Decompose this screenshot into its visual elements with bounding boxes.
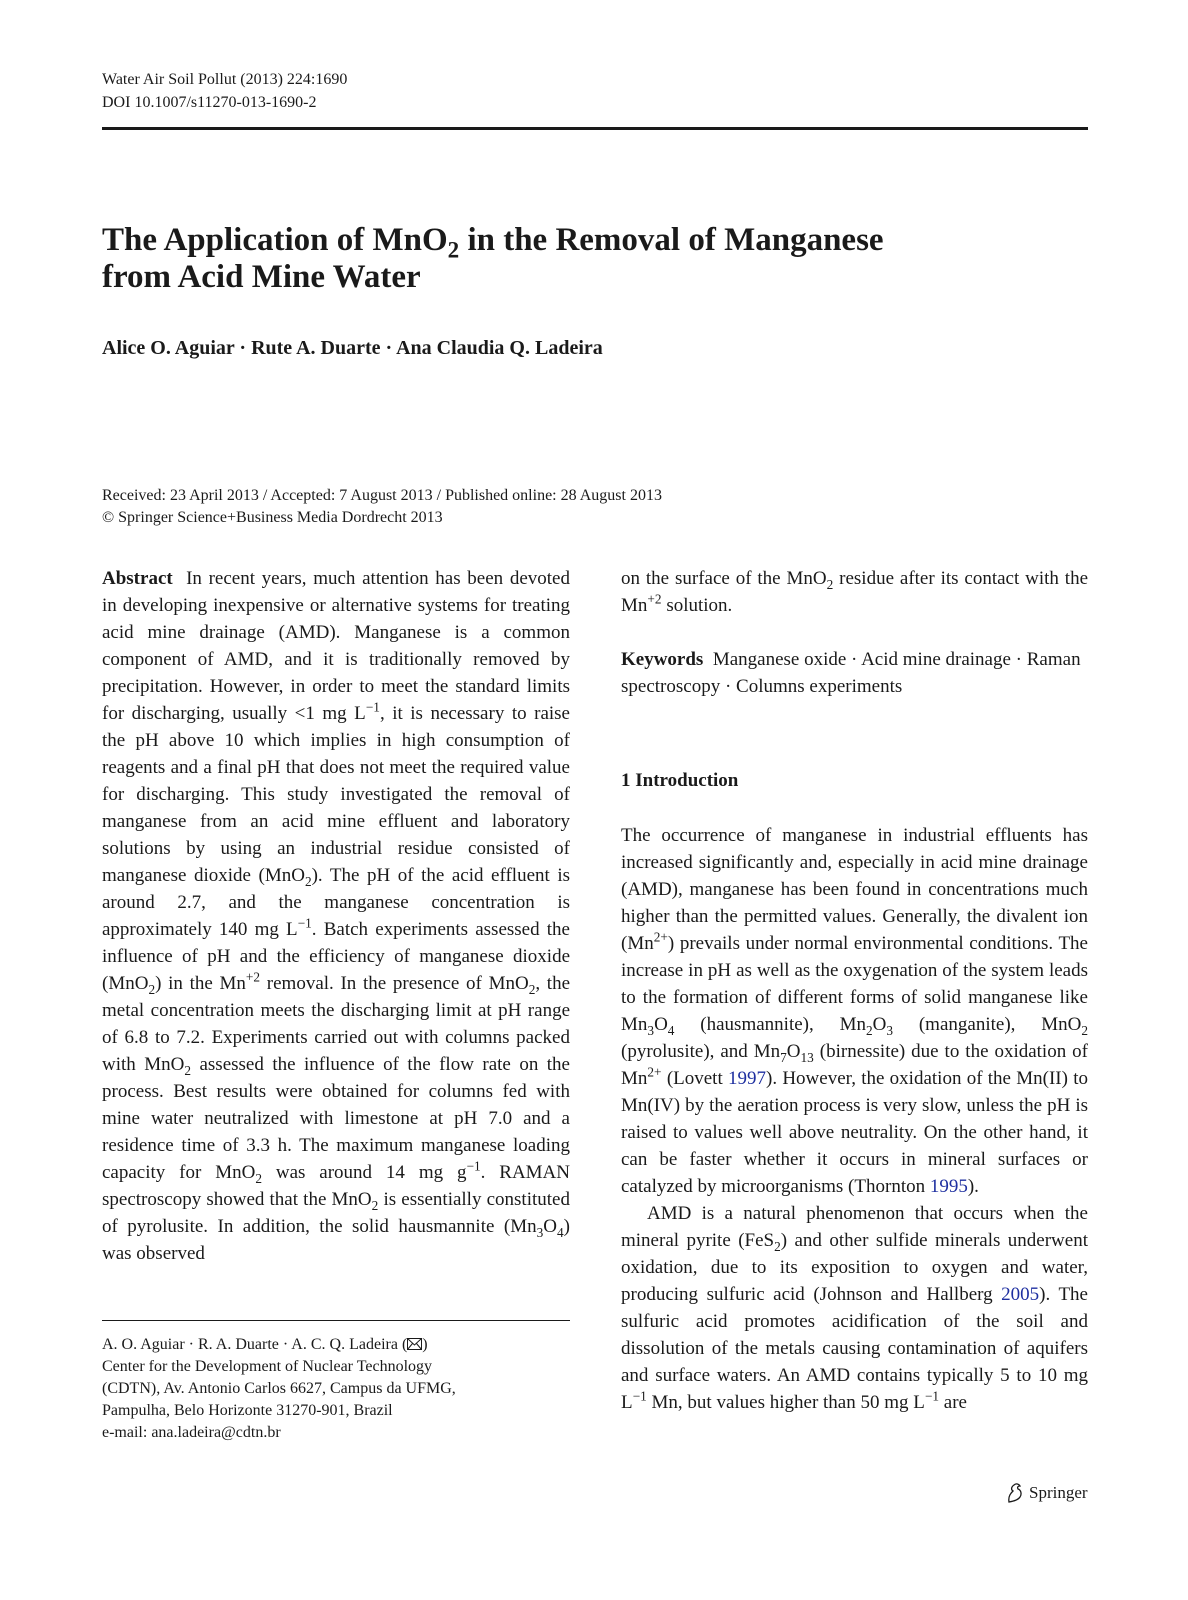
abstract: Abstract In recent years, much attention has been devoted in developing inexpensive or alternative systems for treating acid mine drainage (AMD). Manganese is a common component of AMD, and it is traditionally removed by precipitation. However, in order to meet the standard limits for discharging, usually <1 mg $L^{-1}$, it is necessary to raise the pH above 10 which implies in high consumption of reagents and a final pH that does not meet the required value for discharging. This study investigated the removal of manganese from an acid mine effluent and laboratory solutions by using an industrial residue consisted of manganese dioxide (MnO$_2$). The pH of the acid effluent is around 2.7, and the manganese concentration is approximately 140 mg $L^{-1}$. Batch experiments assessed the influence of pH and the efficiency of manganese dioxide (MnO$_2$) in the $Mn^{+2}$ removal. In the presence of MnO$_2$, the metal concentration meets the discharging limit at pH range of 6.8 to 7.2. Experiments carried out with columns packed with MnO$_2$ assessed the influence of the flow rate on the process. Best results were obtained for columns fed with mine water neutralized with limestone at pH 7.0 and a residence time of 3.3 h. The maximum manganese loading capacity for MnO$_2$ was around 14 mg $g^{-1}$. RAMAN spectroscopy showed that the MnO$_2$ is essentially constituted of pyrolusite. In addition, the solid hausmannite $(Mn_3O_4)$ was observed (102, 568, 571, 1264)
publication-history (102, 485, 662, 529)
author-affiliation: A. O. Aguiar · R. A. Duarte · A. C. Q. Ladeira ( ) Center for the Development of Nuclear Technology (CDTN), Av. Antonio Carlos 6627, Campus da UFMG, Pampulha, Belo Horizonte 31270-901, Brazil e-mail: ana.ladeira@cdtn.br (102, 1334, 570, 1444)
keywords (621, 646, 1088, 700)
footnote-rule (102, 1320, 570, 1321)
introduction-body (621, 822, 1088, 1416)
section-heading-introduction: 1 Introduction (621, 770, 739, 791)
author-list: Alice O. Aguiar · Rute A. Duarte · Ana Claudia Q. Ladeira (102, 337, 603, 359)
publisher-logo (1005, 1482, 1088, 1504)
abstract-label: Abstract (102, 568, 173, 589)
publisher-name: Springer (1029, 1483, 1088, 1502)
article-title: The Application of MnO$_2$ in the Removal of Manganese from Acid Mine Water (102, 222, 884, 295)
abstract-continued: on the surface of the MnO$_2$ residue after its contact with the $Mn^{+2}$ solution. (621, 568, 1088, 616)
doi: DOI 10.1007/s11270-013-1690-2 (102, 94, 317, 111)
email[interactable]: e-mail: ana.ladeira@cdtn.br (102, 1424, 281, 1441)
journal-header (102, 68, 347, 114)
copyright: © Springer Science+Business Media Dordrecht 2013 (102, 509, 443, 526)
keywords-text: Manganese oxide · Acid mine drainage · Raman spectroscopy · Columns experiments (621, 649, 1081, 697)
header-rule (102, 127, 1088, 130)
envelope-icon (407, 1338, 422, 1350)
citation-link[interactable]: 1997 (728, 1068, 766, 1089)
paragraph: The occurrence of manganese in industrial effluents has increased significantly and, especially in acid mine drainage (AMD), manganese has been found in concentrations much higher than the permitted values. Generally, the divalent ion $(Mn^{2+})$ prevails under normal environmental conditions. The increase in pH as well as the oxygenation of the system leads to the formation of different forms of solid manganese like $Mn_3O_4$ (hausmannite), $Mn_2O_3$ (manganite), MnO$_2$ (pyrolusite), and $Mn_7O_{13}$ (birnessite) due to the oxidation of $Mn^{2+}$ (Lovett 1997). However, the oxidation of the Mn(II) to Mn(IV) by the aeration process is very slow, unless the pH is raised to values well above neutrality. On the other hand, it can be faster whether it occurs in mineral surfaces or catalyzed by microorganisms (Thornton 1995). (621, 825, 1089, 1197)
springer-horse-icon (1005, 1482, 1025, 1504)
keywords-label: Keywords (621, 649, 704, 670)
citation-link[interactable]: 1995 (929, 1176, 968, 1197)
paragraph: AMD is a natural phenomenon that occurs when the mineral pyrite (FeS$_2$) and other sulfide minerals underwent oxidation, due to its exposition to oxygen and water, producing sulfuric acid (Johnson and Hallberg 2005). The sulfuric acid promotes acidification of the soil and dissolution of the metals causing contamination of aquifers and surface waters. An AMD contains typically 5 to 10 mg $L^{-1}$ Mn, but values higher than 50 mg $L^{-1}$ are (621, 1203, 1088, 1413)
citation-link[interactable]: 2005 (1001, 1284, 1040, 1305)
history-dates: Received: 23 April 2013 / Accepted: 7 August 2013 / Published online: 28 August 2013 (102, 487, 662, 504)
journal-citation: Water Air Soil Pollut (2013) 224:1690 (102, 71, 348, 88)
